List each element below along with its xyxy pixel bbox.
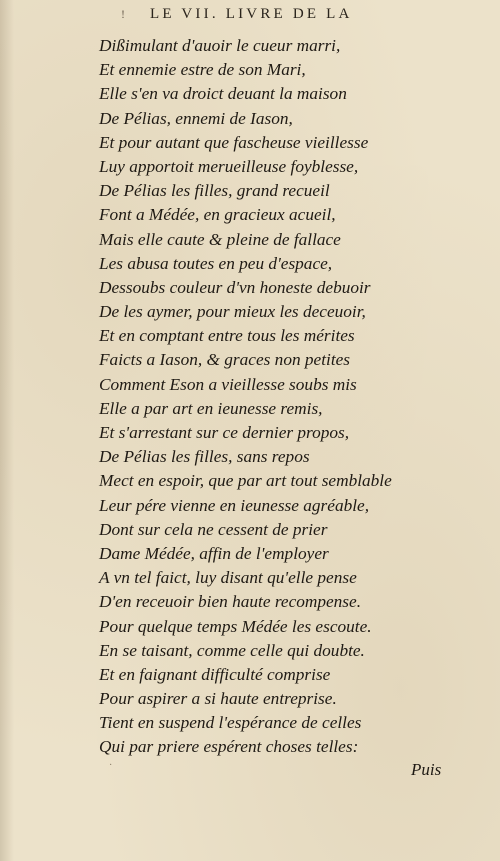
verse-line: D'en receuoir bien haute recompense. <box>99 592 362 612</box>
verse-line: Faicts a Iason, & graces non petites <box>99 350 351 370</box>
verse-line: En se taisant, comme celle qui doubte. <box>99 640 365 660</box>
verse-line: De Pélias les filles, sans repos <box>99 447 310 467</box>
catchword: Puis <box>411 760 442 779</box>
verse-line: Comment Eson a vieillesse soubs mis <box>99 374 357 394</box>
verse-line: Elle a par art en ieunesse remis, <box>99 398 323 418</box>
verse-line: Leur pére vienne en ieunesse agréable, <box>99 495 370 515</box>
verse-line: Tient en suspend l'espérance de celles <box>99 713 362 733</box>
verse-line: Dame Médée, affin de l'employer <box>99 543 329 563</box>
verse-line: De Pélias les filles, grand recueil <box>99 181 330 201</box>
verse-line: Mect en espoir, que par art tout semblable <box>99 471 392 491</box>
running-title: LE VII. LIVRE DE LA <box>150 6 353 22</box>
verse-block <box>99 34 469 760</box>
verse-line: Les abusa toutes en peu d'espace, <box>99 253 333 273</box>
verse-line: Font a Médée, en gracieux acueil, <box>99 205 336 225</box>
running-header <box>0 4 500 26</box>
verse-line: Et pour autant que fascheuse vieillesse <box>99 132 369 152</box>
verse-line: Pour aspirer a si haute entreprise. <box>99 689 337 709</box>
verse-line: Luy apportoit merueilleuse foyblesse, <box>99 156 359 176</box>
verse-line: A vn tel faict, luy disant qu'elle pense <box>99 568 357 588</box>
verse-line: Elle s'en va droict deuant la maison <box>99 84 347 104</box>
verse-line: Mais elle caute & pleine de fallace <box>99 229 341 249</box>
verse-line: De Pélias, ennemi de Iason, <box>99 108 293 128</box>
verse-line: De les aymer, pour mieux les deceuoir, <box>99 302 366 322</box>
spine-shadow <box>0 0 14 861</box>
verse-line: Qui par priere espérent choses telles: <box>99 737 359 757</box>
verse-line: Et s'arrestant sur ce dernier propos, <box>99 423 350 442</box>
verse-line: Dont sur cela ne cessent de prier <box>99 519 328 539</box>
footer-mark: · <box>109 760 113 771</box>
verse-line: Dessoubs couleur d'vn honeste debuoir <box>99 277 371 297</box>
verse-line: Dißimulant d'auoir le cueur marri, <box>99 36 341 55</box>
verse-line: Pour quelque temps Médée les escoute. <box>99 616 372 636</box>
header-mark: ! <box>121 7 125 21</box>
verse-line: Et en comptant entre tous les mérites <box>99 326 355 346</box>
verse-line: Et en faignant difficulté comprise <box>99 664 331 684</box>
verse-line: Et ennemie estre de son Mari, <box>99 60 306 80</box>
